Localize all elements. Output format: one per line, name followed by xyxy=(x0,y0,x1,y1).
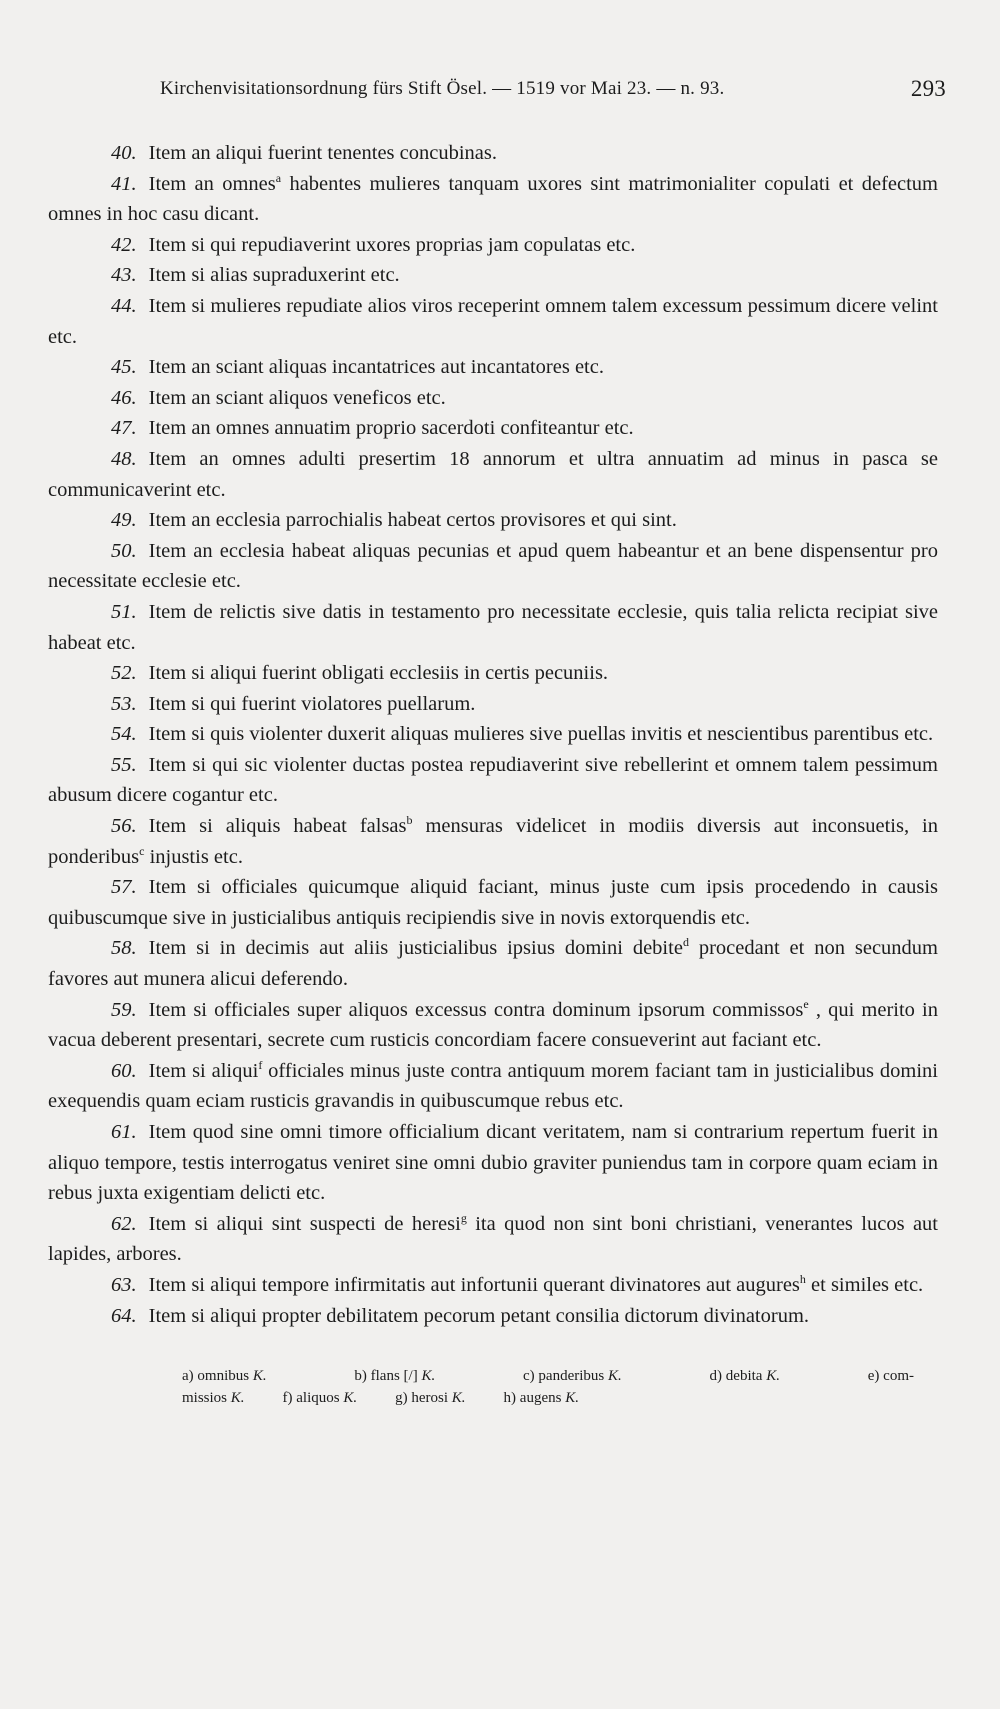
article-item xyxy=(48,1270,938,1301)
article-item xyxy=(48,383,938,414)
article-item xyxy=(48,291,938,352)
article-number: 42. xyxy=(111,233,137,256)
document-page xyxy=(48,70,946,1409)
footnote-marker: b xyxy=(406,813,413,828)
article-text: Item quod sine omni timore officialium dicant veritatem, nam si contrarium repertum fuerit in aliquo tempore, testis interrogatus veniret sine omni dubio graviter puniendus tam in corpore quam eciam in rebus juxta exigentiam delicti etc. xyxy=(48,1121,938,1205)
footnote-marker: f xyxy=(258,1057,263,1072)
footnote-a: a) omnibus K. xyxy=(182,1368,267,1385)
article-text: Item si aliqui propter debilitatem pecorum petant consilia dictorum divinatorum. xyxy=(148,1304,810,1327)
article-text: Item si aliqui sint suspecti de heresi xyxy=(148,1212,461,1235)
article-text: Item an omnes annuatim proprio sacerdoti confiteantur etc. xyxy=(148,417,634,440)
article-item xyxy=(48,1301,938,1332)
footnote-marker: c xyxy=(139,843,145,858)
footnote-f: f) aliquos K. xyxy=(282,1390,358,1407)
article-number: 54. xyxy=(111,723,137,746)
article-item xyxy=(48,352,938,383)
article-item xyxy=(48,413,938,444)
article-item xyxy=(48,230,938,261)
article-text: Item si in decimis aut aliis justicialibus ipsius domini debite xyxy=(148,937,683,960)
article-number: 58. xyxy=(111,937,137,960)
article-item xyxy=(48,597,938,658)
article-item xyxy=(48,811,938,872)
article-text: Item si qui sic violenter ductas postea repudiaverint sive rebellerint et omnem talem pessimum abusum dicere cogantur etc. xyxy=(48,753,938,807)
footnotes xyxy=(48,1365,938,1409)
article-text: Item si mulieres repudiate alios viros receperint omnem talem excessum pessimum dicere velint etc. xyxy=(48,294,938,348)
article-item xyxy=(48,658,938,689)
article-text: Item de relictis sive datis in testamento pro necessitate ecclesie, quis talia relicta recipiat sive habeat etc. xyxy=(48,600,938,654)
article-item xyxy=(48,933,938,994)
article-number: 60. xyxy=(111,1059,137,1082)
article-number: 47. xyxy=(111,417,137,440)
article-text: Item an ecclesia habeat aliquas pecunias et apud quem habeantur et an bene dispensentur pro necessitate ecclesie etc. xyxy=(48,539,938,593)
article-text: Item si qui repudiaverint uxores proprias jam copulatas etc. xyxy=(148,233,636,256)
article-number: 64. xyxy=(111,1304,137,1327)
article-item xyxy=(48,138,938,169)
article-item xyxy=(48,872,938,933)
article-text: Item si officiales super aliquos excessus contra dominum ipsorum commissos xyxy=(148,998,804,1021)
article-text: Item si aliqui tempore infirmitatis aut infortunii querant divinatores aut augures xyxy=(148,1273,800,1296)
article-text: Item si aliqui xyxy=(148,1059,259,1082)
footnote-row xyxy=(48,1387,938,1409)
article-number: 48. xyxy=(111,447,137,470)
article-list xyxy=(48,138,938,1331)
article-text: Item an omnes xyxy=(148,172,276,195)
article-number: 57. xyxy=(111,876,137,899)
article-item xyxy=(48,1117,938,1209)
article-item xyxy=(48,689,938,720)
article-item xyxy=(48,1209,938,1270)
page-number: 293 xyxy=(910,76,946,101)
article-text: Item si qui fuerint violatores puellarum. xyxy=(148,692,476,715)
article-text: Item an ecclesia parrochialis habeat certos provisores et qui sint. xyxy=(148,509,677,532)
article-text: habentes mulieres tanquam uxores sint matrimonialiter copulati et defectum omnes in hoc casu dicant. xyxy=(48,172,938,226)
page-header xyxy=(48,70,946,110)
article-text: officiales minus juste contra antiquum morem faciant tam in justicialibus domini exequendis quam eciam rusticis gravandis in quibuscumque rebus etc. xyxy=(48,1059,938,1113)
article-item xyxy=(48,750,938,811)
article-item xyxy=(48,260,938,291)
article-text: Item si alias supraduxerint etc. xyxy=(148,264,400,287)
article-number: 45. xyxy=(111,356,137,379)
article-number: 40. xyxy=(111,142,137,164)
footnote-row xyxy=(182,1365,938,1387)
article-item xyxy=(48,169,938,230)
article-number: 43. xyxy=(111,264,137,287)
article-number: 55. xyxy=(111,753,137,776)
article-text: Item si quis violenter duxerit aliquas mulieres sive puellas invitis et nescientibus parentibus etc. xyxy=(148,723,934,746)
footnote-marker: g xyxy=(460,1210,467,1225)
footnote-marker: e xyxy=(803,996,809,1011)
article-item xyxy=(48,444,938,505)
article-number: 59. xyxy=(111,998,137,1021)
article-number: 62. xyxy=(111,1212,137,1235)
footnote-b: b) flans [/] K. xyxy=(354,1368,436,1385)
footnote-e: e) com- xyxy=(867,1368,914,1385)
article-number: 49. xyxy=(111,509,137,532)
article-number: 46. xyxy=(111,386,137,409)
article-number: 53. xyxy=(111,692,137,715)
article-number: 44. xyxy=(111,294,137,317)
footnote-marker: a xyxy=(275,170,282,185)
footnote-g: g) herosi K. xyxy=(395,1390,466,1407)
article-item xyxy=(48,505,938,536)
article-item xyxy=(48,1056,938,1117)
article-item xyxy=(48,719,938,750)
article-text: Item an omnes adulti presertim 18 annorum et ultra annuatim ad minus in pasca se communicaverint etc. xyxy=(48,447,938,501)
article-text: Item si aliquis habeat falsas xyxy=(148,815,407,838)
article-text: Item an sciant aliquas incantatrices aut incantatores etc. xyxy=(148,356,604,379)
footnote-marker: h xyxy=(799,1271,806,1286)
article-text: Item si officiales quicumque aliquid faciant, minus juste cum ipsis procedendo in causis quibuscumque sive in justicialibus antiquis recipiendis sive in novis extorquendis etc. xyxy=(48,876,938,929)
footnote-d: d) debita K. xyxy=(709,1368,780,1385)
article-number: 61. xyxy=(111,1121,137,1143)
article-text: mensuras videlicet in modiis diversis aut inconsuetis, in ponderibus xyxy=(48,815,938,868)
article-text: , qui merito in vacua deberent presentari, secrete cum rusticis concordiam facere consueverint aut faciant etc. xyxy=(48,998,939,1052)
article-number: 56. xyxy=(111,815,137,838)
footnote-e-cont: missios K. xyxy=(182,1390,245,1407)
article-item xyxy=(48,536,938,597)
article-text: et similes etc. xyxy=(805,1273,924,1296)
article-text: injustis etc. xyxy=(144,845,243,868)
article-number: 52. xyxy=(111,662,137,685)
article-text: Item si aliqui fuerint obligati ecclesiis in certis pecuniis. xyxy=(148,662,609,685)
article-number: 63. xyxy=(111,1273,137,1296)
article-item xyxy=(48,995,938,1056)
article-number: 50. xyxy=(111,539,137,562)
article-number: 51. xyxy=(111,600,137,623)
article-text: Item an aliqui fuerint tenentes concubinas. xyxy=(148,142,498,164)
footnote-c: c) panderibus K. xyxy=(523,1368,622,1385)
article-text: Item an sciant aliquos veneficos etc. xyxy=(148,386,446,409)
article-text: ita quod non sint boni christiani, venerantes lucos aut lapides, arbores. xyxy=(48,1212,938,1266)
running-title: Kirchenvisitationsordnung fürs Stift Ösel. — 1519 vor Mai 23. — n. 93. xyxy=(160,78,725,99)
footnote-marker: d xyxy=(682,935,689,950)
footnote-h: h) augens K. xyxy=(503,1390,579,1407)
article-text: procedant et non secundum favores aut munera alicui deferendo. xyxy=(48,937,938,991)
article-number: 41. xyxy=(111,172,137,195)
